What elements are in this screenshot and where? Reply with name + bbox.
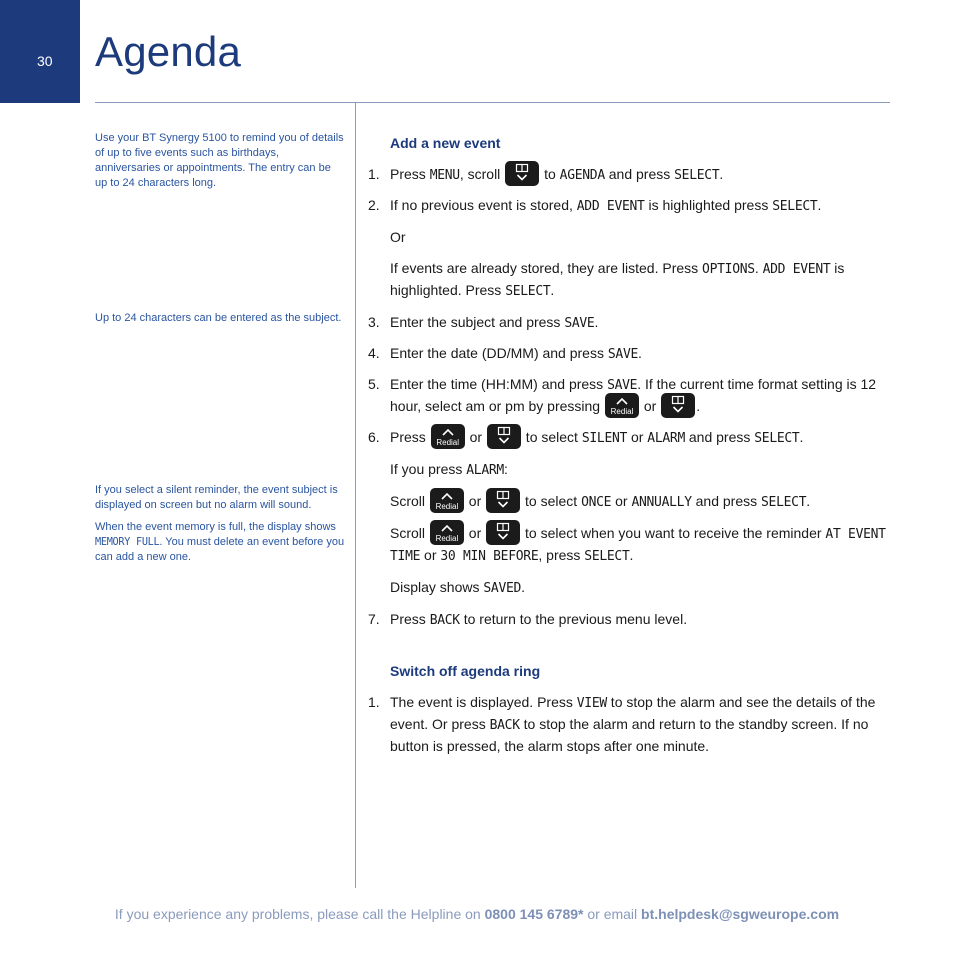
phonebook-down-key-icon	[487, 424, 521, 449]
step-7: 7. Press BACK to return to the previous menu level.	[368, 610, 688, 628]
footer-helpline: If you experience any problems, please call the Helpline on 0800 145 6789* or email bt.helpdesk@sgweurope.com	[114, 906, 840, 922]
redial-up-key-icon	[430, 520, 464, 545]
redial-key-label: Redial	[435, 533, 459, 543]
title-divider	[95, 102, 890, 103]
step-3: 3. Enter the subject and press SAVE.	[368, 314, 599, 331]
section-heading-switch-off: Switch off agenda ring	[390, 662, 541, 679]
phonebook-down-key-icon	[661, 393, 695, 418]
step-6-alarm-intro: If you press ALARM:	[390, 460, 508, 478]
step-6-scroll-reminder: Scroll Redial or to select when you want to receive the reminder AT EVENT TIME or 30 MIN BEFORE, press SELECT.	[368, 523, 890, 567]
step-5: 5. Enter the time (HH:MM) and press SAVE. If the current time format setting is 12 hour, select am or pm by pressing Redial or .	[368, 376, 877, 416]
phonebook-down-key-icon	[486, 520, 520, 545]
sidebar-note-intro: Use your BT Synergy 5100 to remind you of details of up to five events such as birthdays, anniversaries or appointments. The entry can be up to 24 characters long.	[95, 132, 344, 189]
redial-up-key-icon	[431, 424, 465, 449]
step-4: 4. Enter the date (DD/MM) and press SAVE.	[368, 345, 642, 362]
phonebook-down-key-icon	[486, 488, 520, 513]
switch-off-step-1: 1. The event is displayed. Press VIEW to stop the alarm and see the details of the event. Or press BACK to stop the alarm and return to the standby screen. If no button is pressed, the alarm stops after one minute.	[368, 693, 876, 754]
page-number: 30	[37, 53, 53, 69]
redial-key-label: Redial	[436, 437, 460, 447]
sidebar-note-memory-full: When the event memory is full, the display shows MEMORY FULL. You must delete an event before you can add a new one.	[95, 521, 345, 563]
redial-up-key-icon	[605, 393, 639, 418]
step-6: 6. Press Redial or to select SILENT or ALARM and press SELECT.	[368, 427, 890, 449]
redial-up-key-icon	[430, 488, 464, 513]
sidebar-note-silent: If you select a silent reminder, the event subject is displayed on screen but no alarm will sound.	[95, 484, 338, 511]
step-6-scroll-frequency: Scroll Redial or to select ONCE or ANNUALLY and press SELECT.	[368, 491, 890, 513]
redial-key-label: Redial	[610, 406, 634, 416]
column-divider	[355, 102, 356, 888]
step-2: 2. If no previous event is stored, ADD EVENT is highlighted press SELECT.	[368, 197, 822, 214]
main-content	[368, 133, 890, 757]
helpdesk-email: bt.helpdesk@sgweurope.com	[641, 906, 840, 922]
page-tab	[0, 0, 80, 103]
page-title: Agenda	[95, 28, 242, 75]
phonebook-down-key-icon	[505, 161, 539, 186]
step-1: 1. Press MENU, scroll to AGENDA and press SELECT.	[368, 164, 890, 186]
redial-key-label: Redial	[435, 501, 459, 511]
sidebar-note-subject: Up to 24 characters can be entered as the subject.	[95, 312, 342, 324]
step-6-display-saved: Display shows SAVED.	[390, 578, 525, 596]
section-heading-add-event: Add a new event	[390, 135, 501, 151]
helpline-phone: 0800 145 6789*	[484, 906, 584, 922]
or-text: Or	[390, 229, 406, 245]
step-2-alternative: If events are already stored, they are listed. Press OPTIONS. ADD EVENT is highlighted. Press SELECT.	[390, 260, 845, 299]
